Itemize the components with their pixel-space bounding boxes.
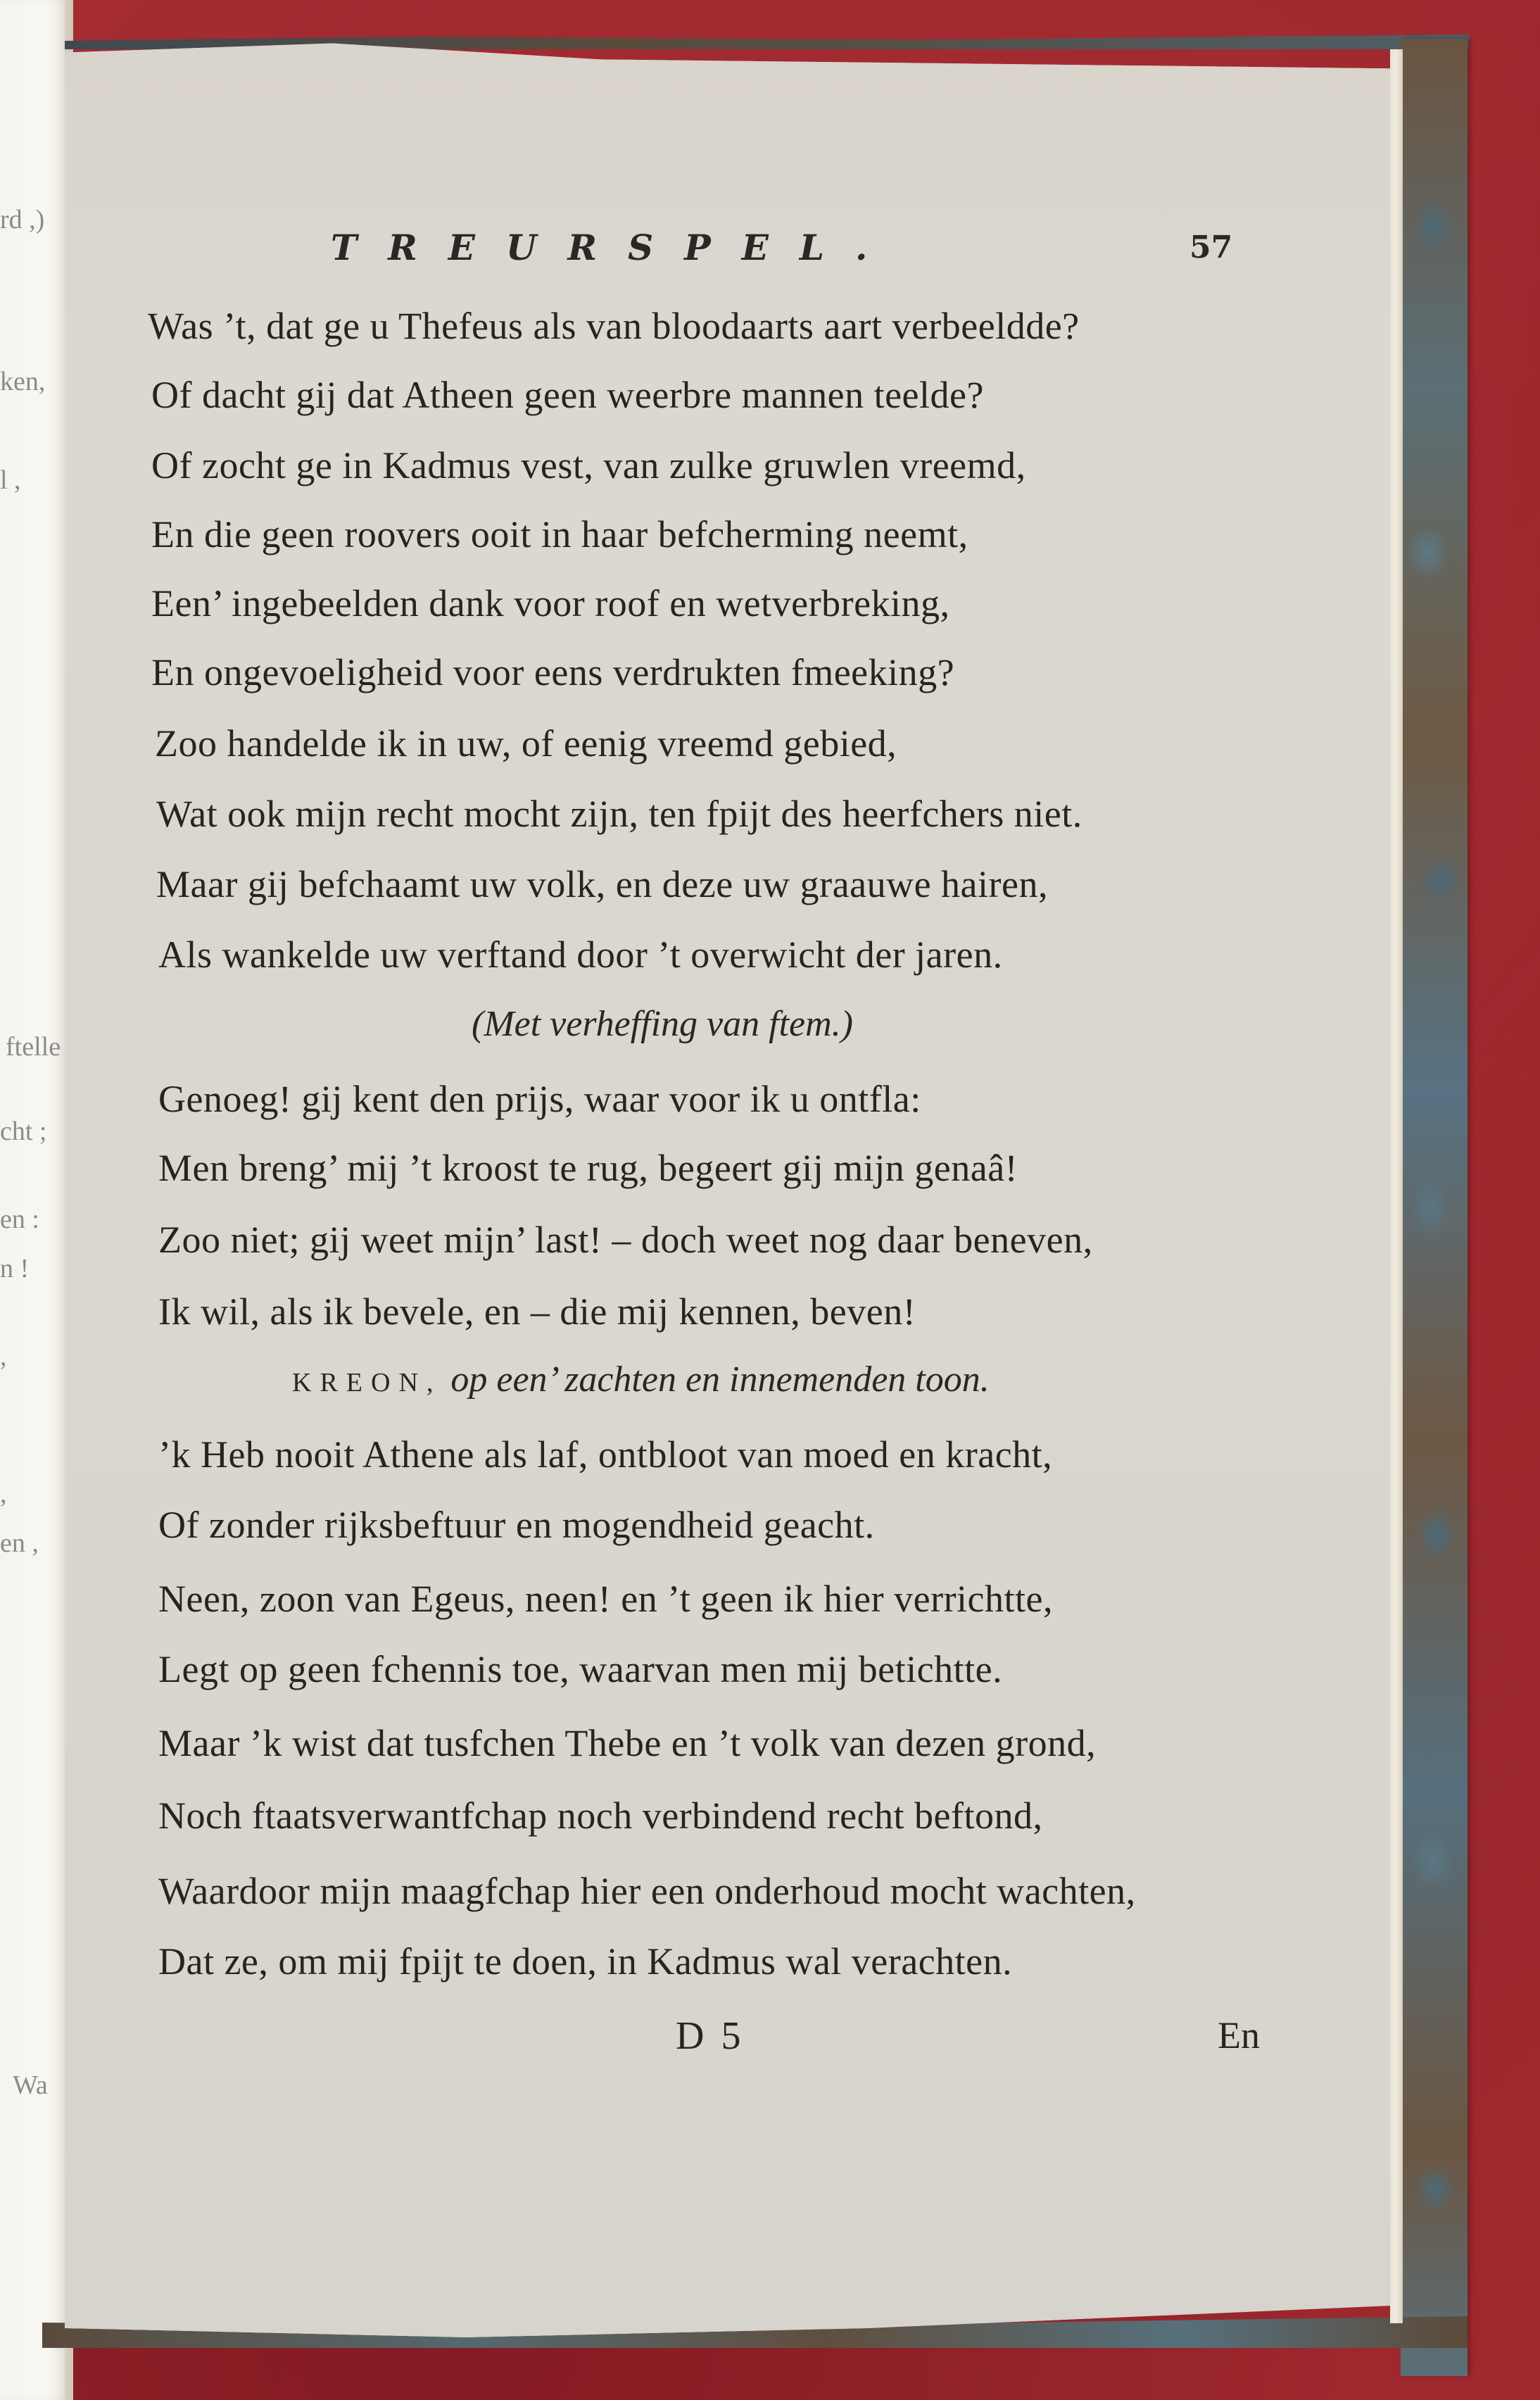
stage-direction-text: (Met verheffing van ftem.): [472, 1004, 853, 1044]
speaker-name: KREON,: [292, 1368, 442, 1397]
verse-line: Zoo niet; gij weet mijn’ last! – doch weet nog daar beneven,: [158, 1219, 1093, 1261]
left-page-text-fragment: en :: [0, 1205, 39, 1234]
verse-line: Genoeg! gij kent den prijs, waar voor ik u ontfla:: [158, 1078, 921, 1120]
left-page-text-fragment: ftelle: [6, 1032, 61, 1062]
speaker-direction-text: op een’ zachten en innemenden toon.: [450, 1359, 990, 1400]
left-page-text-fragment: ken,: [0, 367, 46, 396]
left-page-text-fragment: l ,: [0, 465, 21, 495]
speaker-direction: [292, 1359, 990, 1400]
verse-line: Waardoor mijn maagfchap hier een onderhoud mocht wachten,: [158, 1870, 1136, 1912]
left-page-text-fragment: ,: [0, 1479, 7, 1509]
verse-line: Wat ook mijn recht mocht zijn, ten fpijt des heerfchers niet.: [156, 793, 1083, 835]
verse-line: Men breng’ mij ’t kroost te rug, begeert gij mijn genaâ!: [158, 1147, 1018, 1189]
left-page-text-fragment: cht ;: [0, 1117, 47, 1146]
left-page-text-fragment: Wa: [13, 2071, 48, 2100]
verse-line: En ongevoeligheid voor eens verdrukten fmeeking?: [151, 651, 955, 693]
catchword: En: [1218, 2014, 1260, 2056]
verse-line: Of zonder rijksbeftuur en mogendheid geacht.: [158, 1504, 875, 1546]
verse-line: Maar gij befchaamt uw volk, en deze uw graauwe hairen,: [156, 863, 1048, 905]
verse-line: Een’ ingebeelden dank voor roof en wetverbreking,: [151, 582, 950, 624]
stage-direction: [472, 1003, 853, 1045]
left-page-text-fragment: n !: [0, 1254, 30, 1283]
left-page-text-fragment: ,: [0, 1342, 7, 1371]
left-page-text-fragment: en ,: [0, 1528, 39, 1558]
verse-line: En die geen roovers ooit in haar befcherming neemt,: [151, 513, 968, 555]
verse-line: Noch ftaatsverwantfchap noch verbindend recht beftond,: [158, 1795, 1043, 1837]
running-head: TREURSPEL.: [331, 227, 899, 268]
verse-line: Of zocht ge in Kadmus vest, van zulke gruwlen vreemd,: [151, 444, 1026, 486]
verse-line: Als wankelde uw verftand door ’t overwicht der jaren.: [158, 934, 1003, 976]
verse-line: Legt op geen fchennis toe, waarvan men mij betichtte.: [158, 1648, 1003, 1690]
verse-line: Maar ’k wist dat tusfchen Thebe en ’t volk van dezen grond,: [158, 1722, 1097, 1764]
verse-line: Dat ze, om mij fpijt te doen, in Kadmus wal verachten.: [158, 1940, 1013, 1983]
verse-line: ’k Heb nooit Athene als laf, ontbloot van moed en kracht,: [158, 1433, 1053, 1476]
left-page-text-fragment: rd ,): [0, 205, 45, 234]
page-number: 57: [1189, 230, 1233, 265]
verse-line: Ik wil, als ik bevele, en – die mij kennen, beven!: [158, 1290, 916, 1333]
signature-mark: D 5: [676, 2014, 741, 2058]
verse-line: Zoo handelde ik in uw, of eenig vreemd gebied,: [155, 722, 897, 765]
verse-line: Of dacht gij dat Atheen geen weerbre mannen teelde?: [151, 374, 984, 416]
verse-line: Neen, zoon van Egeus, neen! en ’t geen ik hier verrichtte,: [158, 1578, 1053, 1620]
verse-line: Was ’t, dat ge u Thefeus als van bloodaarts aart verbeeldde?: [148, 305, 1080, 347]
